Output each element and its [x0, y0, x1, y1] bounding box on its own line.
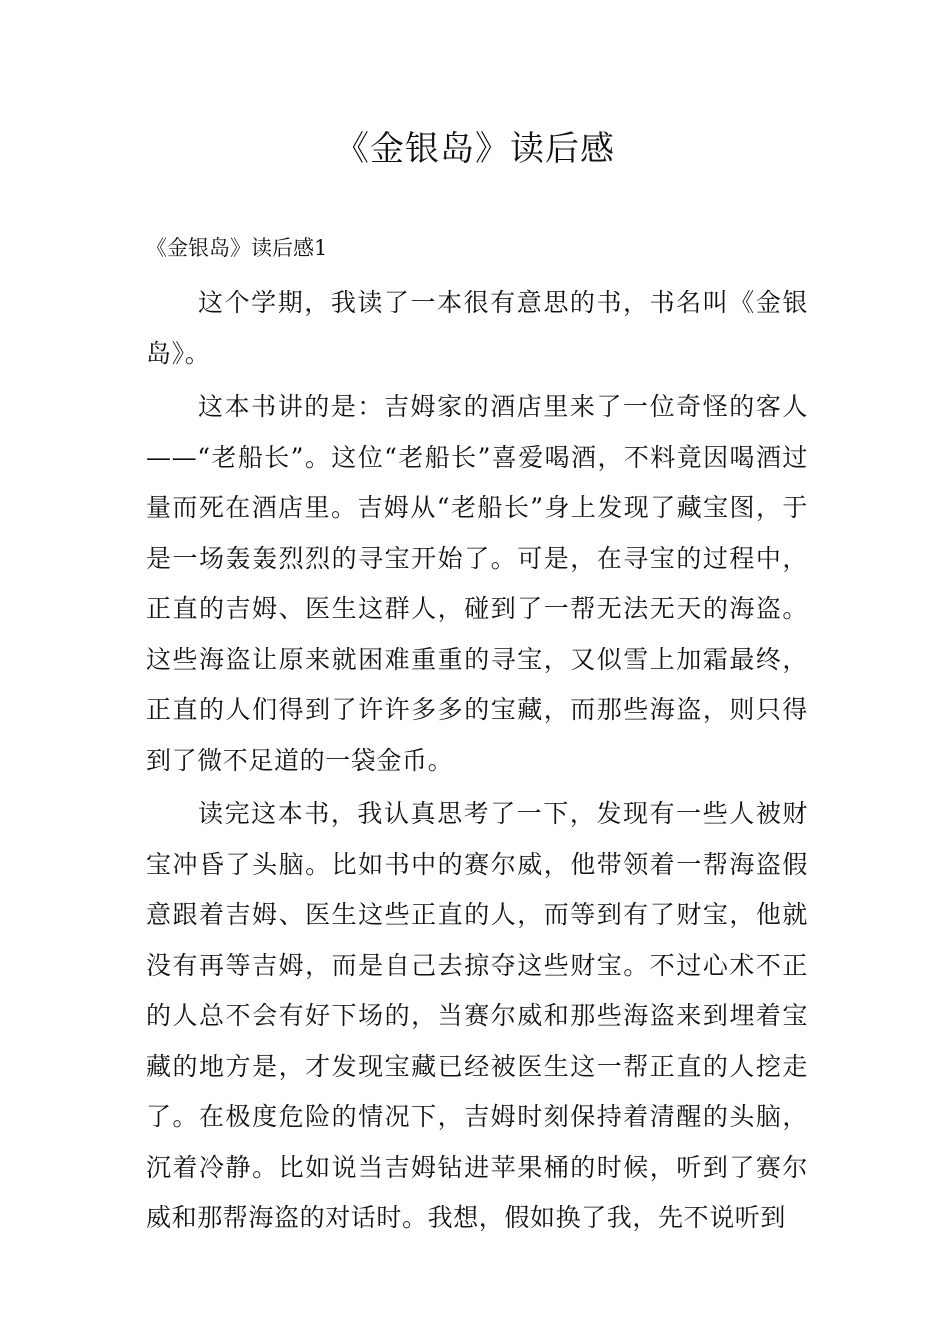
paragraph-1: 这个学期，我读了一本很有意思的书，书名叫《金银岛》。 — [146, 288, 808, 368]
document-title: 《金银岛》读后感 — [335, 129, 615, 169]
section-heading: 《金银岛》读后感1 — [146, 236, 328, 260]
document-body — [146, 278, 808, 1247]
paragraph-2: 这本书讲的是：吉姆家的酒店里来了一位奇怪的客人——“老船长”。这位“老船长”喜爱喝酒，不料竟因喝酒过量而死在酒店里。吉姆从“老船长”身上发现了藏宝图，于是一场轰轰烈烈的寻宝开始了。可是，在寻宝的过程中，正直的吉姆、医生这群人，碰到了一帮无法无天的海盗。这些海盗让原来就困难重重的寻宝，又似雪上加霜最终，正直的人们得到了许许多多的宝藏，而那些海盗，则只得到了微不足道的一袋金币。 — [146, 392, 808, 775]
paragraph-3: 读完这本书，我认真思考了一下，发现有一些人被财宝冲昏了头脑。比如书中的赛尔威，他带领着一帮海盗假意跟着吉姆、医生这些正直的人，而等到有了财宝，他就没有再等吉姆，而是自己去掠夺这些财宝。不过心术不正的人总不会有好下场的，当赛尔威和那些海盗来到埋着宝藏的地方是，才发现宝藏已经被医生这一帮正直的人挖走了。在极度危险的情况下，吉姆时刻保持着清醒的头脑，沉着冷静。比如说当吉姆钻进苹果桶的时候，听到了赛尔威和那帮海盗的对话时。我想，假如换了我，先不说听到 — [146, 799, 808, 1232]
